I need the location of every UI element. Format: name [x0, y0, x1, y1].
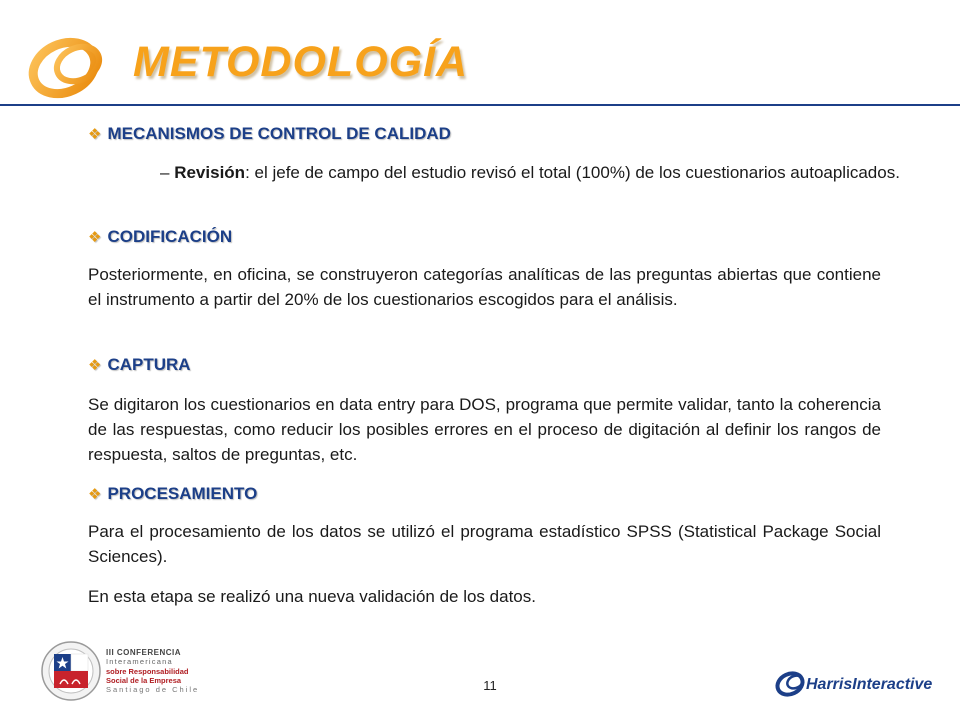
diamond-cluster-icon: ❖ — [88, 357, 102, 374]
ellipse-swirl-logo-icon — [22, 30, 114, 102]
section-heading-quality-control — [88, 124, 451, 144]
harris-swirl-icon — [774, 668, 808, 698]
conference-line-2: Interamericana — [106, 657, 173, 667]
codification-paragraph: Posteriormente, en oficina, se construyeron categorías analíticas de las preguntas abiertas que contiene el instrumento a partir del 20% de los cuestionarios escogidos para el análisis. — [88, 265, 881, 309]
heading-text: CODIFICACIÓN — [107, 227, 233, 246]
page-number: 11 — [483, 678, 497, 693]
revision-sub-item — [160, 160, 905, 185]
diamond-cluster-icon: ❖ — [88, 126, 102, 143]
capture-paragraph: Se digitaron los cuestionarios en data entry para DOS, programa que permite validar, tanto la coherencia de las respuestas, como reducir los posibles errores en el proceso de digitación al definir los rangos de respuesta, saltos de preguntas, etc. — [88, 395, 881, 464]
section-heading-processing — [88, 484, 257, 504]
validation-paragraph: En esta etapa se realizó una nueva validación de los datos. — [88, 587, 536, 606]
conference-line-1: III CONFERENCIA — [106, 648, 182, 657]
dash-marker: – — [160, 163, 170, 182]
conference-line-3: sobre Responsabilidad — [106, 666, 189, 676]
harris-interactive-logo — [774, 668, 944, 702]
harris-logo-text: HarrisInteractive — [806, 676, 933, 693]
page-title: METODOLOGÍA — [133, 38, 469, 86]
section-heading-capture — [88, 355, 191, 375]
header-divider — [0, 104, 960, 106]
heading-text: MECANISMOS DE CONTROL DE CALIDAD — [107, 124, 451, 143]
diamond-cluster-icon: ❖ — [88, 229, 102, 246]
revision-label: Revisión — [174, 163, 246, 182]
conference-line-5: Santiago de Chile — [106, 685, 200, 695]
processing-paragraph: Para el procesamiento de los datos se utilizó el programa estadístico SPSS (Statistical Package Social Sciences). — [88, 522, 881, 566]
heading-text: CAPTURA — [107, 355, 191, 374]
diamond-cluster-icon: ❖ — [88, 486, 102, 503]
heading-text: PROCESAMIENTO — [107, 484, 258, 503]
conference-logo — [40, 640, 200, 706]
conference-emblem-icon — [40, 640, 102, 702]
conference-line-4: Social de la Empresa — [106, 675, 182, 685]
conference-logo-text — [106, 648, 199, 694]
revision-text: : el jefe de campo del estudio revisó el total (100%) de los cuestionarios autoaplicados. — [245, 163, 900, 182]
section-heading-codification — [88, 227, 232, 247]
